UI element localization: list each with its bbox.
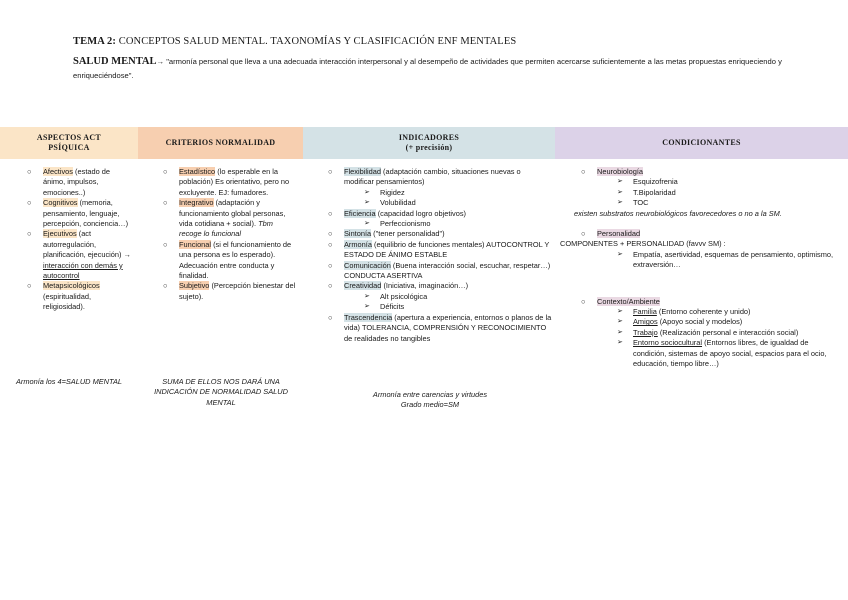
- term-cognitivos: Cognitivos: [43, 198, 78, 208]
- column-condicionantes: [560, 167, 842, 370]
- arrow-bullet-icon: ➢: [617, 328, 623, 336]
- desc-integrativo: (adaptación y funcionamiento global personas, vida cotidiana + social).: [179, 198, 286, 229]
- desc-sintonia: ("tener personalidad"): [371, 229, 445, 239]
- sub-alt-psicologica: Alt psicológica: [380, 291, 428, 301]
- arrow-bullet-icon: ➢: [617, 339, 623, 347]
- column-criterios-footnote: SUMA DE ELLOS NOS DARÁ UNA INDICACIÓN DE NORMALIDAD SALUD MENTAL: [154, 377, 288, 407]
- list-item: [581, 229, 842, 239]
- desc-afectivos: (estado de ánimo, impulsos, emociones..): [43, 167, 110, 197]
- list-item: [328, 261, 552, 282]
- desc-subjetivo: (Percepción bienestar del sujeto).: [179, 281, 296, 301]
- circle-bullet-icon: ○: [328, 281, 333, 291]
- circle-bullet-icon: ○: [27, 229, 32, 239]
- column-aspectos-footnote: Armonía los 4=SALUD MENTAL: [15, 377, 123, 386]
- term-funcional: Funcional: [179, 239, 212, 249]
- sub-item: [560, 317, 842, 327]
- neurobiologia-note: existen substratos neurobiológicos favorecedores o no a la SM.: [574, 208, 782, 218]
- term-subjetivo: Subjetivo: [179, 281, 210, 291]
- sub-trabajo-desc: (Realización personal e interacción social): [657, 327, 799, 337]
- desc-metapsicologicos: (espiritualidad, religiosidad).: [43, 291, 92, 312]
- circle-bullet-icon: ○: [27, 198, 32, 208]
- desc-estadistico: (lo esperable en la población) Es orientativo, pero no excluyente. EJ: fumadores.: [179, 167, 290, 197]
- list-item: [163, 167, 296, 198]
- term-comunicacion: Comunicación: [344, 260, 391, 270]
- circle-bullet-icon: ○: [163, 281, 168, 291]
- term-metapsicologicos: Metapsicológicos: [43, 281, 100, 291]
- circle-bullet-icon: ○: [328, 167, 333, 176]
- term-personalidad: Personalidad: [597, 229, 641, 239]
- sub-item: [560, 307, 842, 317]
- sub-item: [560, 250, 842, 271]
- sub-entorno-desc: (Entornos libres, de igualdad de condición, sistemas de apoyo social, espacios para el ocio, educación, tiempo libre…): [633, 338, 827, 369]
- header-indicadores-label: INDICADORES: [398, 133, 460, 142]
- list-item: [27, 281, 131, 312]
- list-item: [163, 240, 296, 282]
- list-item: [328, 209, 552, 219]
- desc-ejecutivos-underlined: interacción con demás y autocontrol: [43, 260, 123, 281]
- page-title: [73, 36, 516, 47]
- term-neurobiologia: Neurobiología: [597, 167, 644, 176]
- list-item: [328, 281, 552, 291]
- sub-rigidez: Rigidez: [380, 187, 405, 197]
- circle-bullet-icon: ○: [27, 167, 32, 176]
- header-aspectos-label: ASPECTOS ACT PSÍQUICA: [36, 133, 102, 152]
- sub-deficits: Déficits: [380, 302, 405, 312]
- desc-trascendencia: (apertura a experiencia, entornos o planos de la vida) TOLERANCIA, COMPRENSIÓN Y RECONOCIMIENTO de realidades no tangibles: [344, 312, 552, 343]
- column-indicadores-footnote: [320, 390, 540, 411]
- sub-item: [328, 292, 552, 302]
- circle-bullet-icon: ○: [328, 208, 333, 218]
- arrow-bullet-icon: ➢: [364, 220, 370, 228]
- personalidad-components: COMPONENTES + PERSONALIDAD (favvv SM) :: [560, 239, 726, 249]
- sub-volubilidad: Volubilidad: [380, 198, 416, 208]
- list-item: [27, 167, 131, 198]
- arrow-bullet-icon: ➢: [617, 308, 623, 316]
- circle-bullet-icon: ○: [163, 198, 168, 208]
- sub-trabajo-label: Trabajo: [633, 327, 658, 337]
- circle-bullet-icon: ○: [581, 296, 586, 306]
- arrow-bullet-icon: ➢: [617, 178, 623, 186]
- term-flexibilidad: Flexibilidad: [344, 167, 381, 176]
- list-item: [328, 240, 552, 261]
- list-item: [163, 198, 296, 240]
- column-indicadores: [328, 167, 552, 344]
- sub-item: [560, 328, 842, 338]
- sub-item: [560, 338, 842, 369]
- header-criterios: [138, 127, 303, 159]
- list-item: [163, 281, 296, 302]
- arrow-bullet-icon: ➢: [617, 188, 623, 196]
- definition-arrow: →: [156, 57, 165, 66]
- arrow-bullet-icon: ➢: [617, 199, 623, 207]
- arrow-bullet-icon: ➢: [364, 199, 370, 207]
- title-rest: CONCEPTOS SALUD MENTAL. TAXONOMÍAS Y CLASIFICACIÓN ENF MENTALES: [116, 36, 517, 47]
- term-creatividad: Creatividad: [344, 281, 382, 291]
- sub-item: [328, 219, 552, 229]
- definition-lead: SALUD MENTAL: [73, 56, 157, 67]
- term-integrativo: Integrativo: [179, 198, 214, 208]
- circle-bullet-icon: ○: [328, 239, 333, 249]
- circle-bullet-icon: ○: [163, 167, 168, 176]
- arrow-bullet-icon: ➢: [364, 303, 370, 311]
- desc-ejecutivos: (act autorregulación, planificación, ejecución) →: [43, 229, 131, 260]
- title-bold: TEMA 2:: [73, 36, 116, 47]
- sub-amigos-label: Amigos: [633, 317, 658, 327]
- circle-bullet-icon: ○: [581, 229, 586, 239]
- desc-creatividad: (Iniciativa, imaginación…): [381, 281, 469, 291]
- sub-item: [560, 198, 842, 208]
- header-criterios-label: CRITERIOS NORMALIDAD: [165, 138, 276, 147]
- sub-perfeccionismo: Perfeccionismo: [380, 219, 431, 229]
- sub-toc: TOC: [633, 198, 649, 208]
- term-armonia: Armonía: [344, 239, 372, 249]
- footnote-line2: Grado medio=SM: [400, 400, 460, 410]
- sub-amigos-desc: (Apoyo social y modelos): [657, 317, 743, 327]
- column-criterios: [163, 167, 296, 302]
- definition-text: "armonía personal que lleva a una adecuada interacción interpersonal y al desempeño de actividades que permiten acercarse suficientemente a las metas propuestas enriqueciendo y enriqueciéndose".: [73, 57, 782, 80]
- sub-item: [328, 302, 552, 312]
- header-condicionantes: [555, 127, 848, 159]
- desc-comunicacion: (Buena interacción social, escuchar, respetar…) CONDUCTA ASERTIVA: [344, 260, 551, 281]
- circle-bullet-icon: ○: [328, 260, 333, 270]
- term-estadistico: Estadístico: [179, 167, 216, 176]
- sub-bipolaridad: T.Bipolaridad: [633, 187, 676, 197]
- desc-armonia: (equilibrio de funciones mentales) AUTOCONTROL Y ESTADO DE ÁNIMO ESTABLE: [344, 239, 550, 260]
- header-condicionantes-label: CONDICIONANTES: [662, 138, 741, 147]
- circle-bullet-icon: ○: [163, 239, 168, 249]
- list-item: [328, 229, 552, 239]
- sub-empatia: Empatía, asertividad, esquemas de pensamiento, optimismo, extraversión…: [633, 249, 834, 270]
- desc-flexibilidad: (adaptación cambio, situaciones nuevas o modificar pensamientos): [344, 167, 521, 187]
- desc-eficiencia: (capacidad logro objetivos): [375, 208, 467, 218]
- circle-bullet-icon: ○: [581, 167, 586, 176]
- sub-familia-label: Familia: [633, 307, 657, 317]
- sub-item: [328, 198, 552, 208]
- desc-funcional: (si el funcionamiento de una persona es lo esperado). Adecuación entre conducta y finalidad.: [179, 239, 292, 281]
- header-indicadores-sub: (+ precisión): [405, 143, 453, 152]
- header-aspectos: [0, 127, 138, 159]
- list-item: [581, 167, 842, 177]
- arrow-bullet-icon: ➢: [617, 318, 623, 326]
- circle-bullet-icon: ○: [328, 312, 333, 322]
- list-item: [581, 297, 842, 307]
- circle-bullet-icon: ○: [328, 229, 333, 239]
- circle-bullet-icon: ○: [27, 281, 32, 291]
- term-trascendencia: Trascendencia: [344, 312, 393, 322]
- sub-item: [560, 188, 842, 198]
- term-sintonia: Sintonía: [344, 229, 372, 239]
- arrow-bullet-icon: ➢: [617, 250, 623, 258]
- arrow-bullet-icon: ➢: [364, 292, 370, 300]
- footnote-line1: Armonía entre carencias y virtudes: [372, 390, 488, 399]
- arrow-bullet-icon: ➢: [364, 188, 370, 196]
- desc-cognitivos: (memoria, pensamiento, lenguaje, percepción, conciencia…): [43, 198, 129, 229]
- sub-item: [560, 177, 842, 187]
- term-afectivos: Afectivos: [43, 167, 73, 176]
- column-aspectos: [27, 167, 131, 313]
- header-indicadores: [303, 127, 555, 159]
- sub-familia-desc: (Entorno coherente y unido): [656, 307, 751, 317]
- list-item: [27, 229, 131, 281]
- term-eficiencia: Eficiencia: [344, 208, 376, 218]
- desc-integrativo-italic: Tbm recoge lo funcional: [179, 219, 273, 239]
- list-item: [27, 198, 131, 229]
- sub-item: [328, 188, 552, 198]
- term-ejecutivos: Ejecutivos: [43, 229, 77, 239]
- list-item: [328, 313, 552, 344]
- definition: [73, 55, 793, 83]
- list-item: [328, 167, 552, 188]
- term-contexto: Contexto/Ambiente: [597, 296, 660, 306]
- sub-entorno-label: Entorno sociocultural: [633, 338, 703, 348]
- sub-esquizofrenia: Esquizofrenia: [633, 177, 678, 187]
